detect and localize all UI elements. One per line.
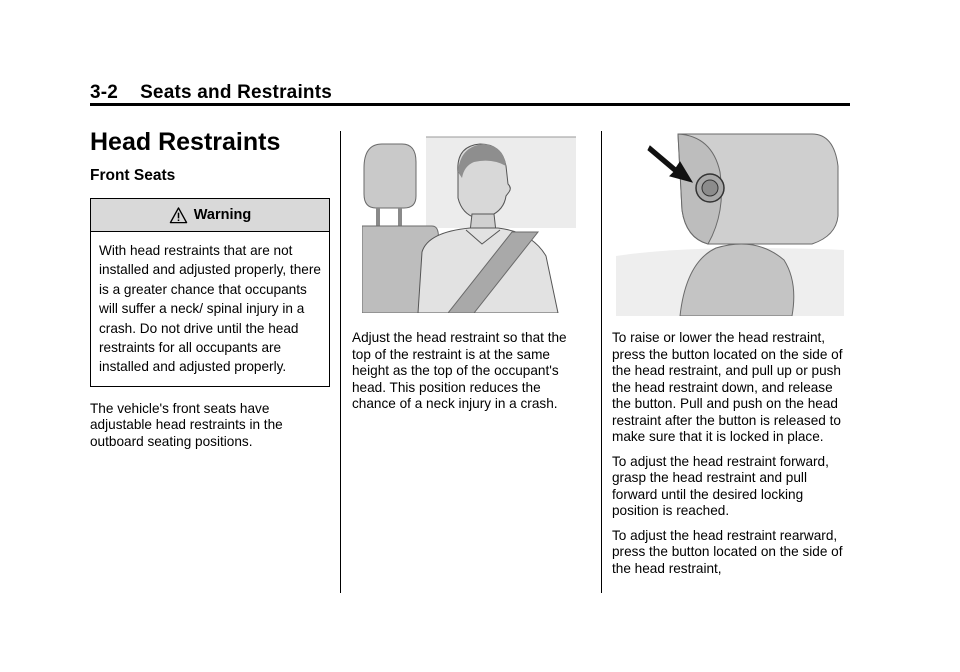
warning-icon bbox=[169, 206, 188, 225]
warning-box bbox=[90, 198, 330, 387]
adjust-forward-paragraph: To adjust the head restraint forward, grasp the head restraint and pull forward until the desired locking position is reached. bbox=[612, 453, 829, 518]
head-restraint-button-illustration bbox=[616, 132, 844, 316]
column-2 bbox=[352, 132, 584, 413]
column-divider-left bbox=[340, 131, 341, 593]
warning-body: With head restraints that are not installed and adjusted properly, there is a greater chance that occupants will suffer a neck/ spinal injury in a crash. Do not drive until the head restraints for all occupants are installed and adjusted properly. bbox=[99, 243, 321, 375]
adjust-height-paragraph: Adjust the head restraint so that the top of the restraint is at the same height as the top of the occupant's head. This position reduces the chance of a neck injury in a crash. bbox=[352, 330, 567, 411]
section-title: Seats and Restraints bbox=[140, 82, 333, 103]
section-number: 3-2 bbox=[90, 82, 119, 103]
occupant-head-restraint-illustration bbox=[362, 132, 576, 313]
column-1 bbox=[90, 127, 330, 450]
warning-title: Warning bbox=[193, 207, 252, 223]
subsection-heading: Front Seats bbox=[90, 167, 176, 184]
header-rule bbox=[90, 103, 850, 106]
column-3 bbox=[612, 132, 852, 577]
warning-header bbox=[91, 199, 329, 232]
section-heading: Head Restraints bbox=[90, 128, 281, 156]
column-divider-right bbox=[601, 131, 602, 593]
adjust-rearward-paragraph: To adjust the head restraint rearward, press the button located on the side of the head restraint, bbox=[612, 527, 843, 576]
front-seats-paragraph: The vehicle's front seats have adjustable head restraints in the outboard seating positions. bbox=[90, 400, 283, 449]
raise-lower-paragraph: To raise or lower the head restraint, press the button located on the side of the head restraint, and pull up or push the head restraint down, and release the button. Pull and push on the head restraint after the button is released to make sure that it is locked in place. bbox=[612, 330, 843, 444]
